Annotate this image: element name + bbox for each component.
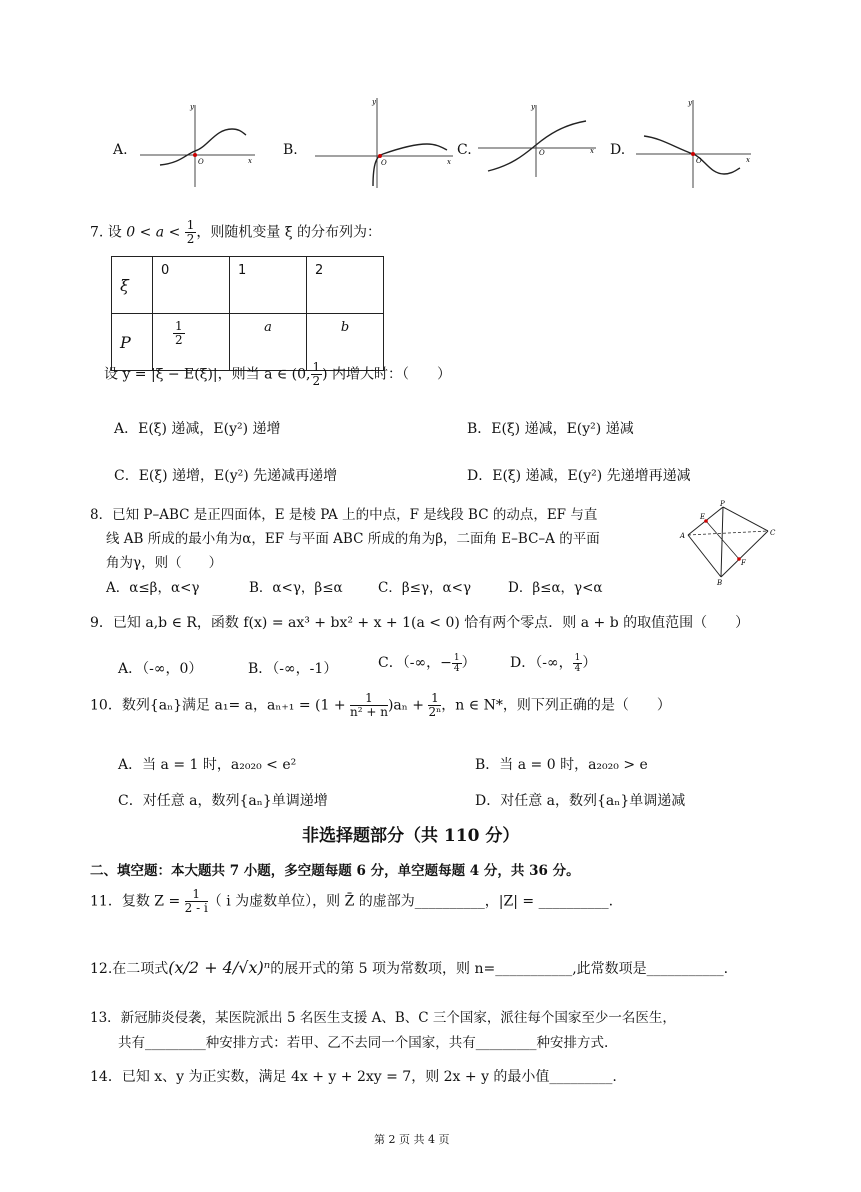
q8-option-b: B．α<γ，β≤α — [249, 580, 343, 596]
origin-label: O — [381, 159, 387, 167]
table-cell: b — [307, 314, 384, 371]
y-axis-label: y — [688, 99, 692, 107]
vertex-label: A — [680, 532, 686, 540]
y-axis-label: y — [190, 103, 194, 111]
table-cell: a — [230, 314, 307, 371]
option-a-label: A. — [113, 142, 128, 158]
origin-label: O — [198, 158, 204, 166]
q10-option-a: A．当 a = 1 时，a₂₀₂₀ < e² — [118, 757, 297, 773]
q11-stem: 11．复数 Z = $\frac{1}{2 - i}$ （ i 为虚数单位），则 Z̄ 的虚部为__________，|Z| = __________. — [90, 887, 614, 915]
q9-option-c: C．（-∞，− $\frac{1}{4}$ ） — [378, 652, 476, 674]
y-axis-label: y — [531, 103, 535, 111]
q7-option-b: B．E(ξ) 递减，E(y²) 递减 — [467, 421, 634, 437]
graph-c — [478, 105, 603, 180]
q7-option-a: A．E(ξ) 递减，E(y²) 递增 — [114, 421, 281, 437]
q10-stem: 10．数列{aₙ}满足 a₁= a，aₙ₊₁ = (1 + $\frac{1}{\text{n² + n}}$ )aₙ + $\frac{1}{\text{2ⁿ}}$ ，n ∈ N*，则下列正确的是（ ） — [90, 691, 671, 719]
q8-line3: 角为γ，则（ ） — [106, 555, 223, 571]
vertex-label: E — [700, 513, 706, 521]
q7-stem: 7. 设 0 < a < $\frac{1}{2}$ ，则随机变量 ξ 的分布列为： — [90, 218, 382, 246]
option-c-label: C. — [457, 142, 472, 158]
vertex-label: F — [741, 559, 746, 567]
q9-stem: 9．已知 a,b ∈ R，函数 f(x) = ax³ + bx² + x + 1(a < 0) 恰有两个零点．则 a + b 的取值范围（ ） — [90, 615, 750, 631]
q8-option-d: D．β≤α，γ<α — [508, 580, 603, 596]
vertex-label: P — [720, 500, 725, 508]
x-axis-label: x — [590, 147, 594, 155]
section-title: 非选择题部分（共 110 分） — [302, 826, 520, 846]
q9-option-a: A．（-∞，0） — [118, 661, 203, 677]
distribution-table — [111, 256, 384, 371]
vertex-label: C — [770, 529, 776, 537]
q13-line2: 共有_________种安排方式：若甲、乙不去同一个国家，共有_________种安排方式. — [118, 1035, 609, 1051]
vertex-label: B — [717, 579, 723, 587]
table-cell: 0 — [153, 257, 230, 314]
q10-option-c: C．对任意 a，数列{aₙ}单调递增 — [118, 793, 328, 809]
x-axis-label: x — [746, 156, 750, 164]
x-axis-label: x — [447, 158, 451, 166]
q7-option-d: D．E(ξ) 递减，E(y²) 先递增再递减 — [467, 468, 691, 484]
x-axis-label: x — [248, 157, 252, 165]
q12-stem: 12.在二项式(x/2 + 4/√x)ⁿ的展开式的第 5 项为常数项，则 n=___________,此常数项是___________. — [90, 958, 729, 977]
q8-line1: 8．已知 P–ABC 是正四面体，E 是棱 PA 上的中点，F 是线段 BC 的动点，EF 与直 — [90, 507, 598, 523]
tetrahedron-figure — [680, 500, 780, 587]
page-number: 第 2 页 共 4 页 — [374, 1133, 450, 1146]
q7-condition: 设 y = |ξ − E(ξ)|，则当 a ∈ (0, $\frac{1}{2}$ ) 内增大时：（ ） — [104, 360, 452, 388]
origin-label: O — [539, 149, 545, 157]
q9-option-b: B．（-∞，-1） — [248, 661, 338, 677]
table-cell: 2 — [307, 257, 384, 314]
q13-line1: 13．新冠肺炎侵袭，某医院派出 5 名医生支援 A、B、C 三个国家，派往每个国家至少一名医生， — [90, 1010, 676, 1026]
q10-option-b: B．当 a = 0 时，a₂₀₂₀ > e — [475, 757, 648, 773]
graph-d — [636, 100, 756, 190]
q9-option-d: D．（-∞， $\frac{1}{4}$ ） — [510, 652, 597, 674]
table-cell: 1 — [230, 257, 307, 314]
fill-blank-heading: 二、填空题：本大题共 7 小题，多空题每题 6 分，单空题每题 4 分，共 36 分。 — [90, 863, 580, 879]
table-cell: $\frac{1}{2}$ — [153, 314, 230, 371]
table-cell: P — [112, 314, 153, 371]
q7-option-c: C．E(ξ) 递增，E(y²) 先递减再递增 — [114, 468, 338, 484]
q8-option-a: A．α≤β，α<γ — [106, 580, 200, 596]
q14-stem: 14．已知 x、y 为正实数，满足 4x + y + 2xy = 7，则 2x + y 的最小值_________. — [90, 1069, 617, 1085]
table-cell: ξ — [112, 257, 153, 314]
q8-option-c: C．β≤γ，α<γ — [378, 580, 472, 596]
q8-line2: 线 AB 所成的最小角为α，EF 与平面 ABC 所成的角为β，二面角 E–BC–A 的平面 — [106, 531, 600, 547]
y-axis-label: y — [372, 98, 376, 106]
option-b-label: B. — [283, 142, 298, 158]
option-d-label: D. — [610, 142, 626, 158]
origin-label: O — [696, 157, 702, 165]
graph-b — [315, 98, 455, 190]
q10-option-d: D．对任意 a，数列{aₙ}单调递减 — [475, 793, 686, 809]
graph-a — [140, 105, 260, 190]
